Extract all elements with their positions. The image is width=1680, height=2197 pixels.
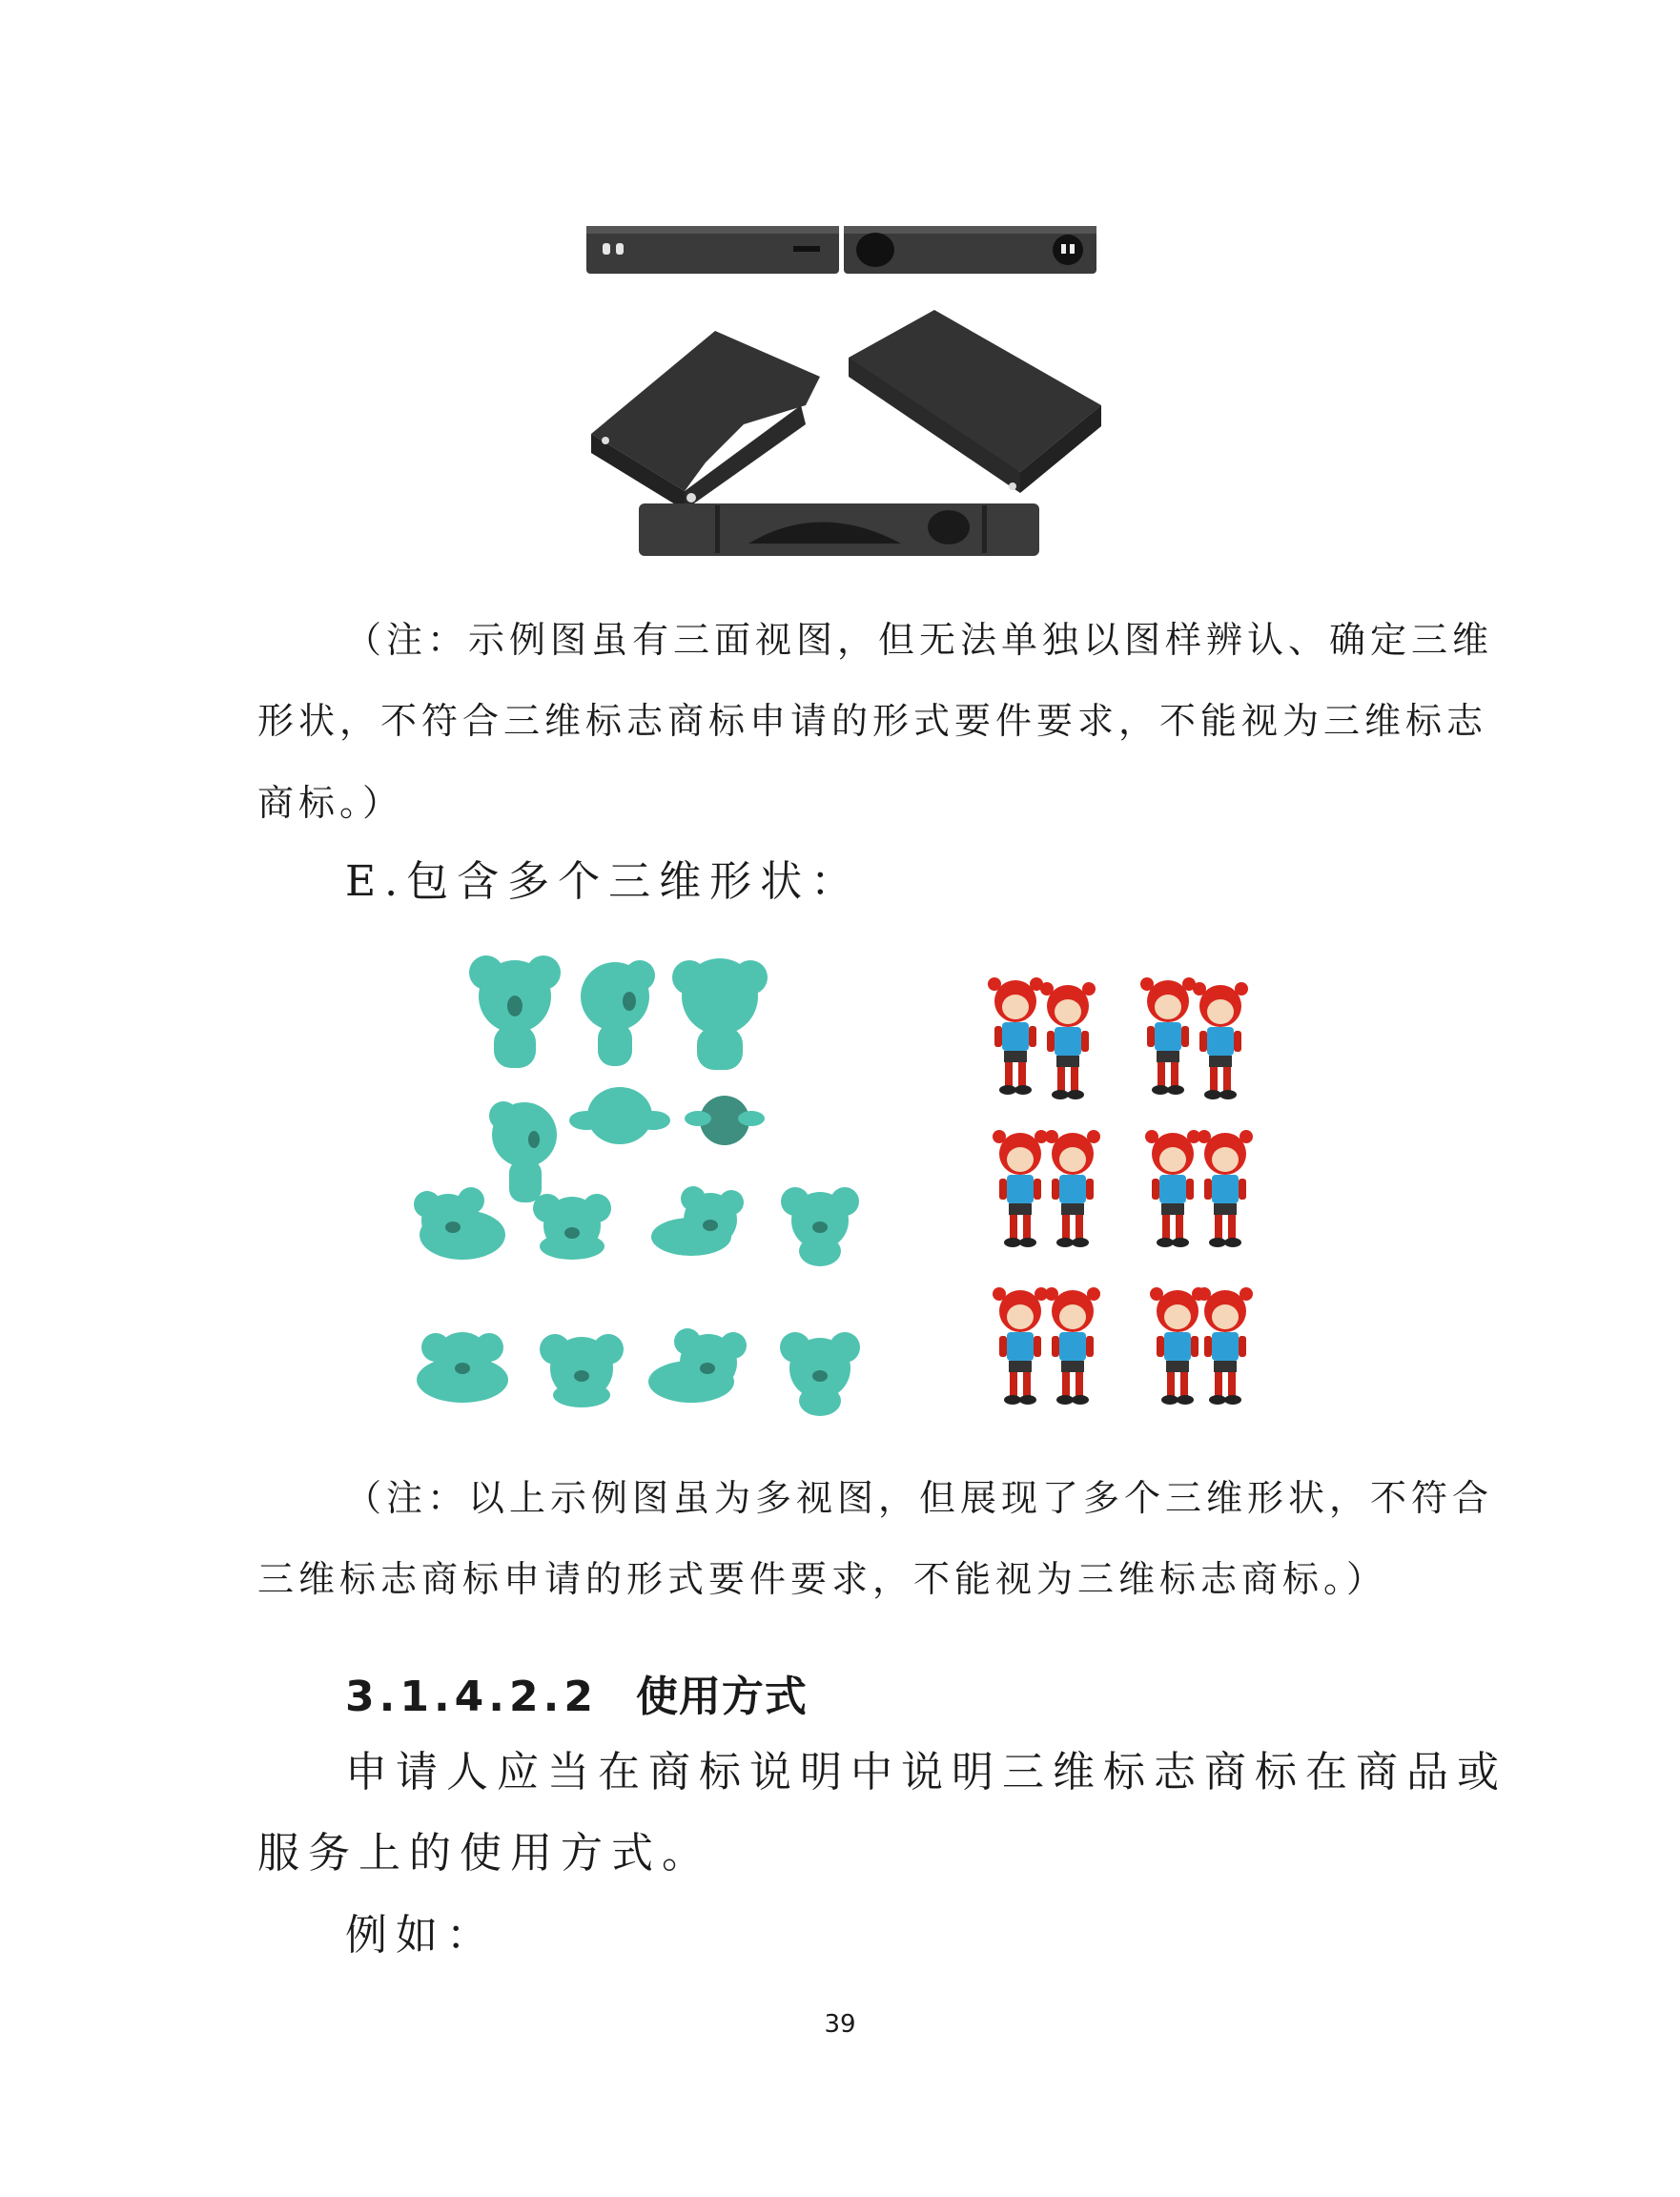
section-title: 使用方式	[635, 1673, 808, 1721]
note2-line2: 三维标志商标申请的形式要件要求，不能视为三维标志商标。）	[257, 1558, 1388, 1600]
device-figure	[572, 215, 1116, 572]
note1-line1: （注：示例图虽有三面视图，但无法单独以图样辨认、确定三维	[345, 619, 1494, 661]
example-label: 例如：	[345, 1911, 497, 1960]
body-line1: 申请人应当在商标说明中说明三维标志商标在商品或	[345, 1748, 1507, 1797]
item-e-label: E.包含多个三维形状：	[345, 857, 862, 906]
section-heading	[345, 1662, 808, 1723]
koala-figure	[400, 949, 896, 1426]
body-line2: 服务上的使用方式。	[257, 1829, 712, 1878]
note2-line1: （注：以上示例图虽为多视图，但展现了多个三维形状，不符合	[345, 1477, 1494, 1519]
page-number: 39	[824, 2010, 856, 2039]
note1-line2: 形状，不符合三维标志商标申请的形式要件要求，不能视为三维标志	[257, 700, 1488, 742]
section-number: 3.1.4.2.2	[345, 1673, 598, 1721]
kids-figure	[973, 954, 1287, 1421]
note1-line3: 商标。）	[257, 782, 404, 824]
